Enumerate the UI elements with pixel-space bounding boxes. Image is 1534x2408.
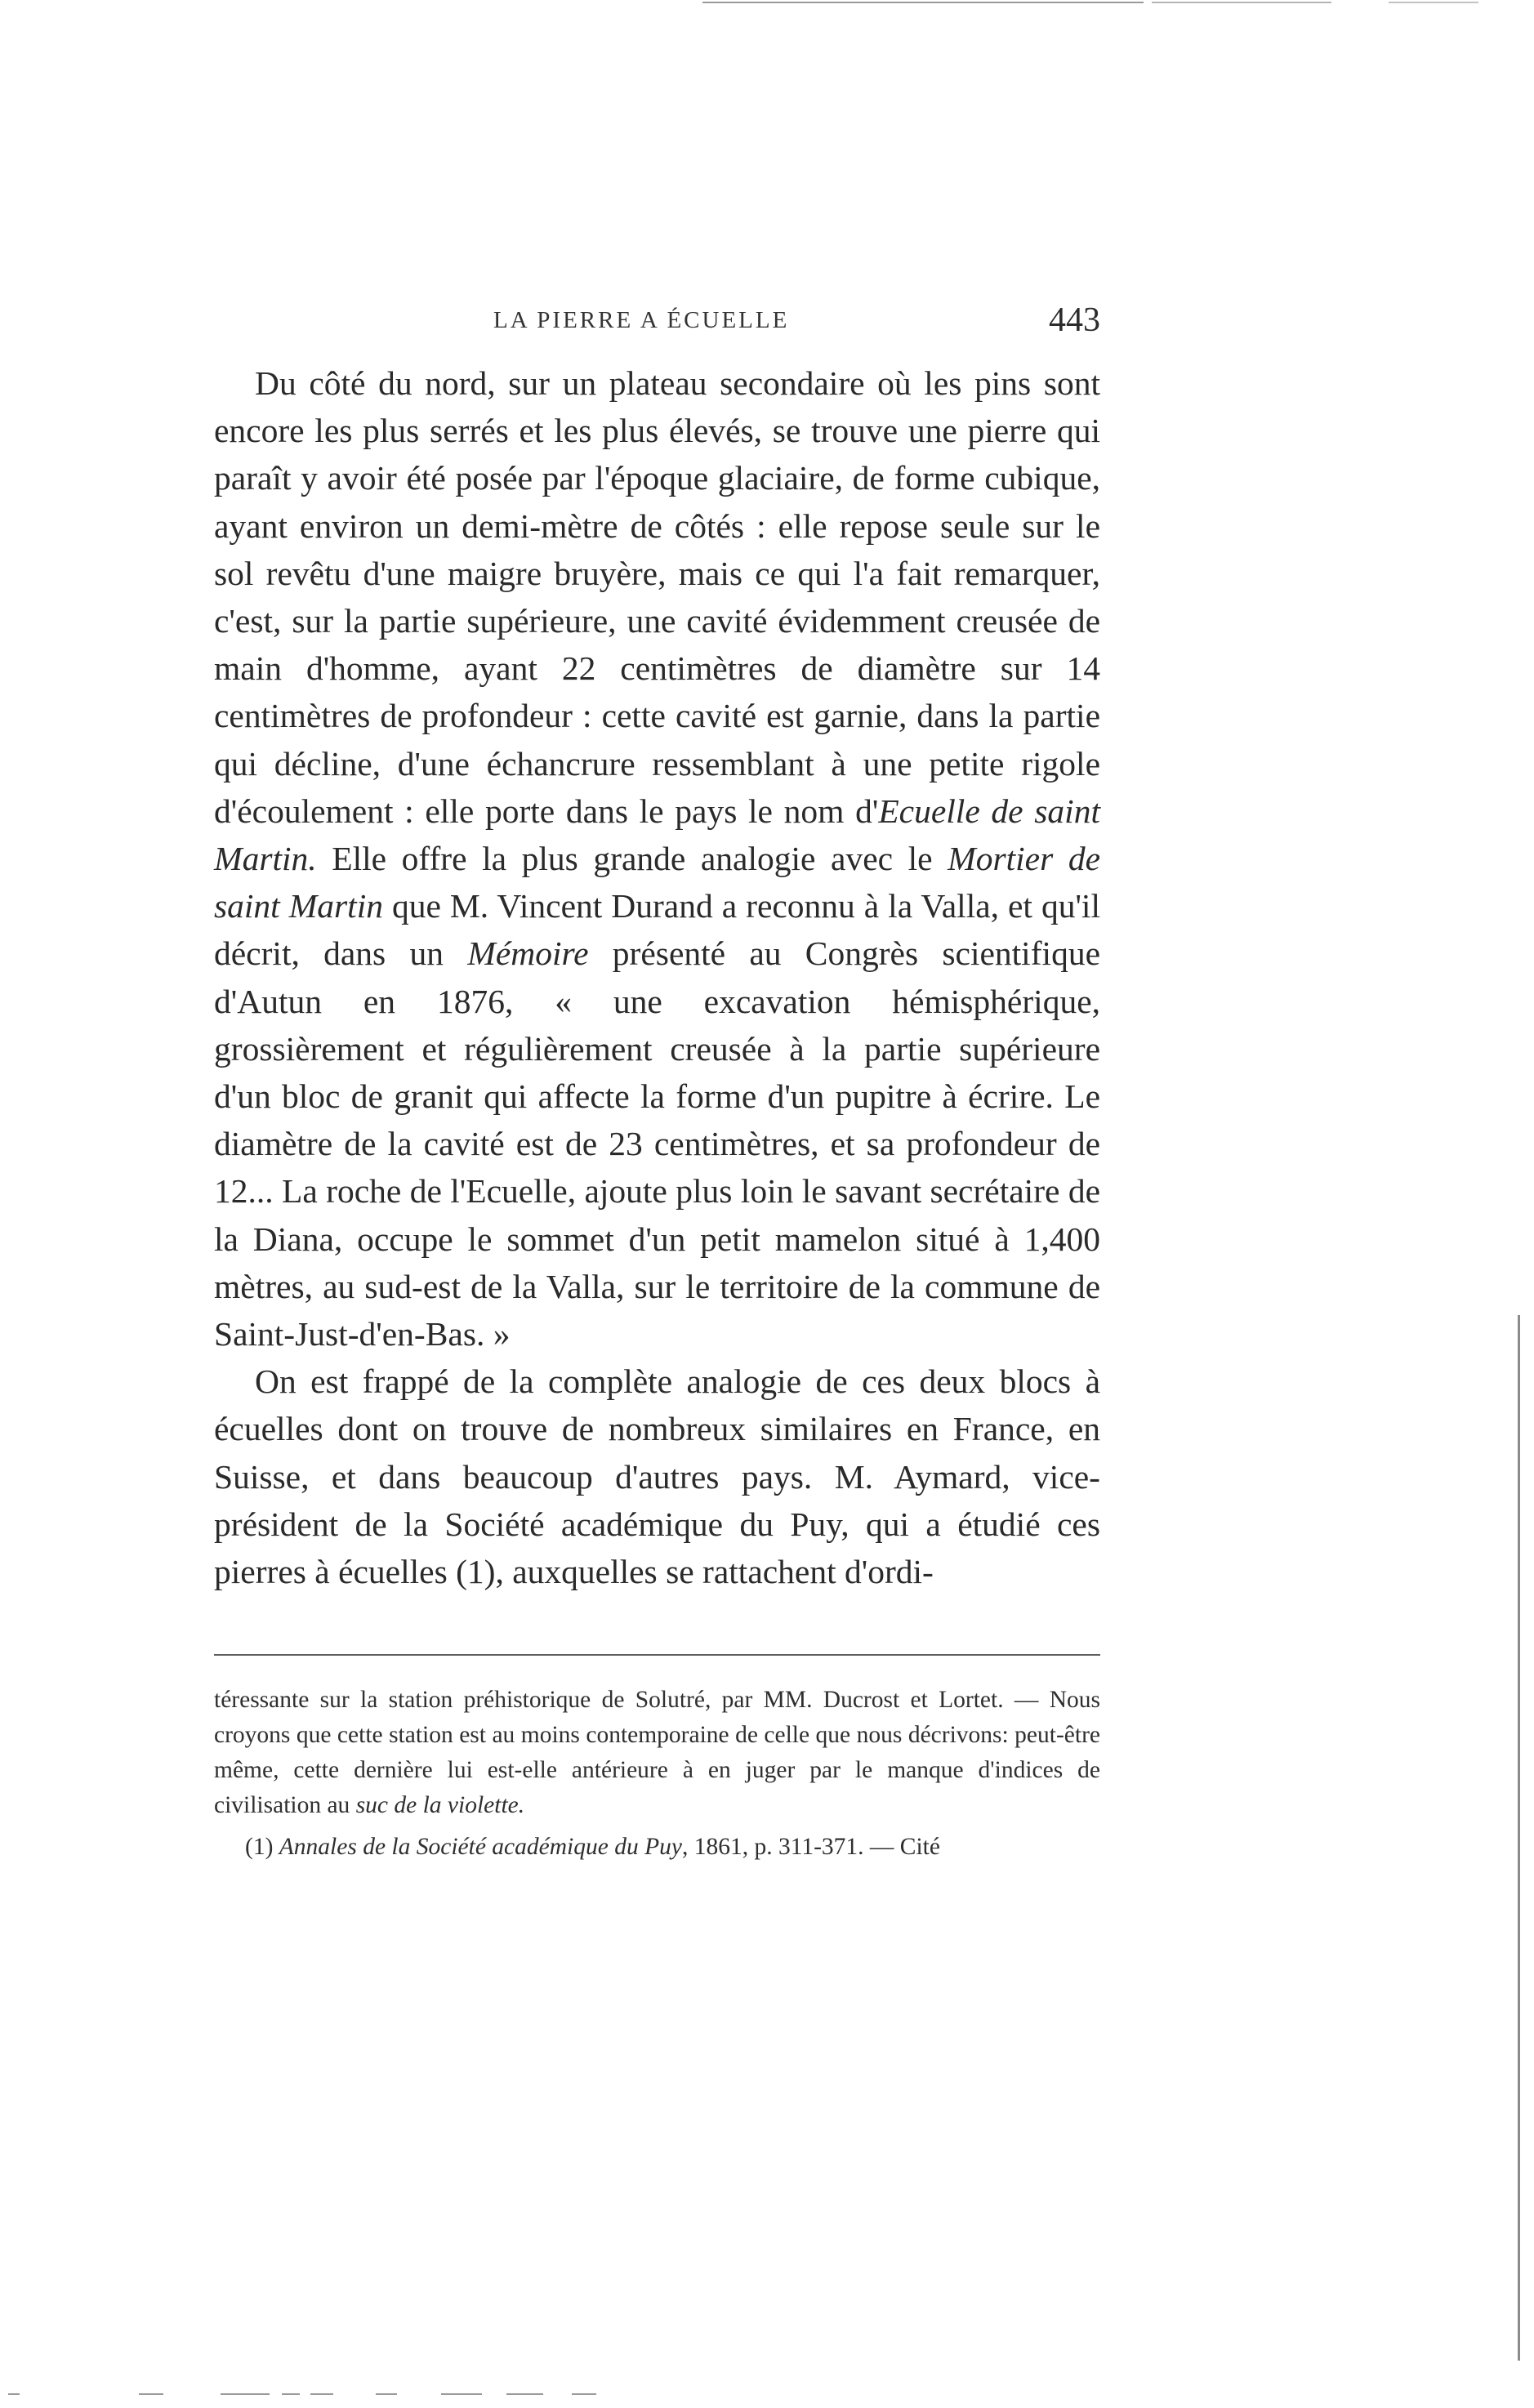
text-run: Elle offre la plus grande analogie avec le [316, 840, 948, 878]
footnote-continued [214, 1683, 1100, 1823]
scan-artifact-top-rule [702, 2, 1144, 3]
main-text [214, 359, 1100, 1595]
scan-artifact-top-rule [1152, 2, 1331, 3]
footnote-marker: (1) [245, 1834, 279, 1860]
page-header [214, 301, 1100, 358]
text-run: Du côté du nord, sur un plateau secondaire où les pins sont encore les plus serrés et les plus élevés, se trouve une pierre qui paraît y avoir été posée par l'époque glaciaire, de forme cubique, ayant environ un demi-mètre de côtés : elle repose seule sur le sol revêtu d'une maigre bruyère, mais ce qui l'a fait remarquer, c'est, sur la partie supérieure, une cavité évidemment creusée de main d'homme, ayant 22 centimètres de diamètre sur 14 centimètres de profondeur : cette cavité est garnie, dans la partie qui décline, d'une échancrure ressemblant à une petite rigole d'écoulement : elle porte dans le pays le nom d' [214, 364, 1100, 830]
text-run: présenté au Congrès scientifique d'Autun en 1876, « une excavation hémisphérique, grossièrement et régulièrement creusée à la partie supérieure d'un bloc de granit qui affecte la forme d'un pupitre à écrire. Le diamètre de la cavité est de 23 centimètres, et sa profondeur de 12... La roche de l'Ecuelle, ajoute plus loin le savant secrétaire de la Diana, occupe le sommet d'un petit mamelon situé à 1,400 mètres, au sud-est de la Valla, sur le territoire de la commune de Saint-Just-d'en-Bas. » [214, 934, 1100, 1353]
italic-run: suc de la violette. [355, 1792, 525, 1818]
paragraph [214, 359, 1100, 1358]
footnote-1 [214, 1830, 1100, 1865]
italic-run: Mémoire [467, 934, 589, 973]
italic-run: Ecuelle de saint Martin. [214, 792, 1100, 878]
scan-artifact-bottom-ticks [0, 2393, 1534, 2398]
text-run: téressante sur la station préhistorique de Solutré, par MM. Ducrost et Lortet. — Nous croyons que cette station est au moins contemporaine de celle que nous décrivons: peut-être même, cette dernière lui est-elle antérieure à en juger par le manque d'indices de civilisation au [214, 1687, 1100, 1818]
scan-artifact-top-rule [1389, 2, 1478, 3]
text-run: , 1861, p. 311-371. — Cité [681, 1834, 940, 1860]
scan-artifact-edge-line [1518, 1315, 1520, 2361]
running-head: LA PIERRE A ÉCUELLE [493, 307, 790, 333]
page-number: 443 [1049, 301, 1100, 339]
italic-run: Mortier de saint Martin [214, 840, 1100, 925]
footnotes [214, 1683, 1100, 1865]
footnote-separator [214, 1654, 1100, 1656]
text-run: que M. Vincent Durand a reconnu à la Valla, et qu'il décrit, dans un [214, 887, 1100, 973]
paragraph: On est frappé de la complète analogie de ces deux blocs à écuelles dont on trouve de nombreux similaires en France, en Suisse, et dans beaucoup d'autres pays. M. Aymard, vice-président de la Société académique du Puy, qui a étudié ces pierres à écuelles (1), auxquelles se rattachent d'ordi- [214, 1362, 1100, 1591]
italic-run: Annales de la Société académique du Puy [279, 1834, 682, 1860]
